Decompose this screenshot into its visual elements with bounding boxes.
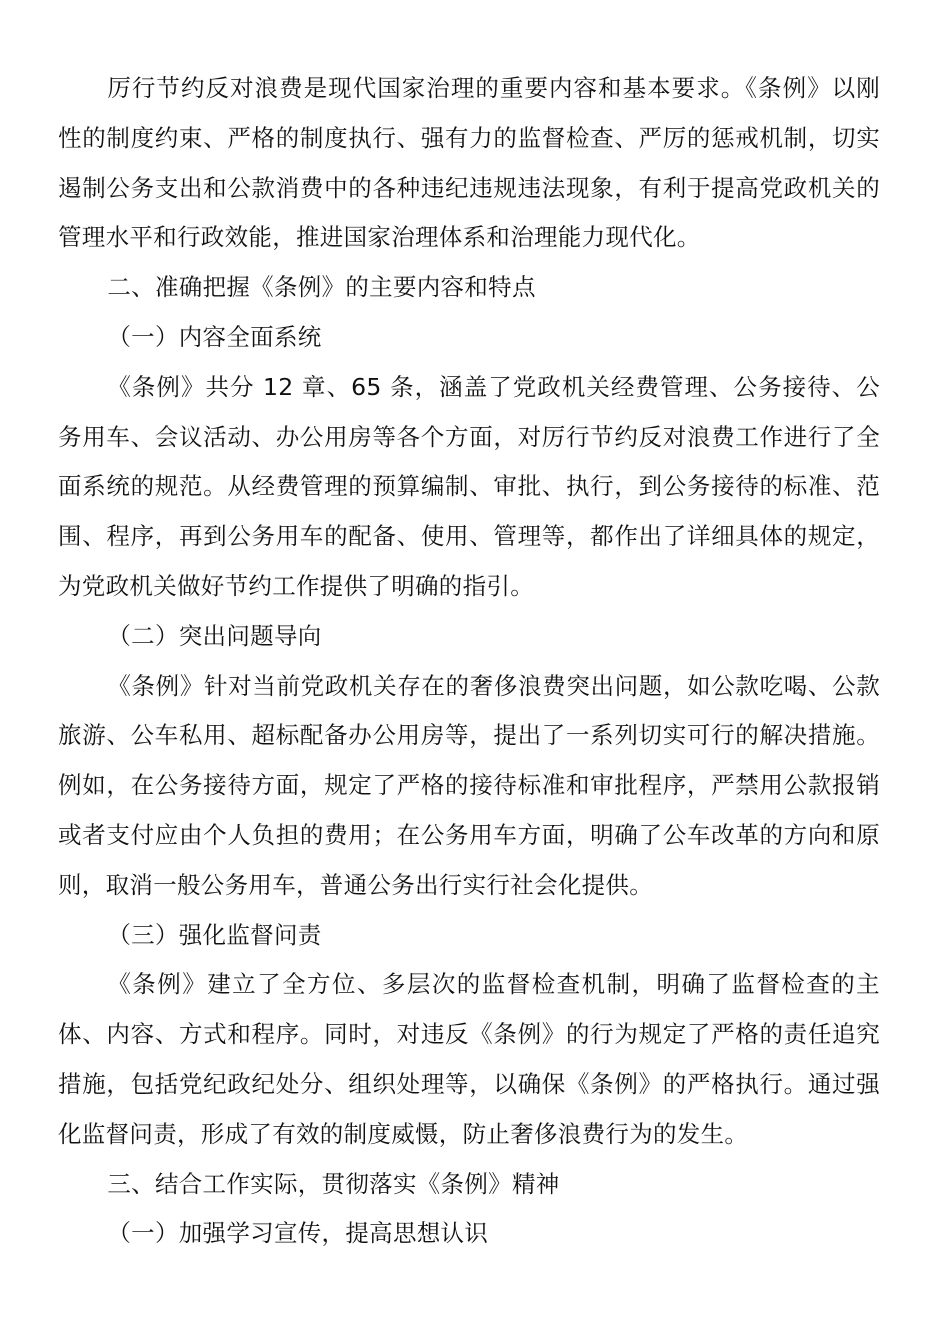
section-heading-2: 二、准确把握《条例》的主要内容和特点 <box>107 273 536 302</box>
paragraph-content-overview: 《条例》共分 12 章、65 条，涵盖了党政机关经费管理、公务接待、公务用车、会议活动、办公用房等各个方面，对厉行节约反对浪费工作进行了全面系统的规范。从经费管理的预算编制、审批、执行，到公务接待的标准、范围、程序，再到公务用车的配备、使用、管理等，都作出了详细具体的规定，为党政机关做好节约工作提供了明确的指引。 <box>58 372 880 600</box>
subheading-2-1: （一）内容全面系统 <box>107 322 322 351</box>
subheading-3-1: （一）加强学习宣传，提高思想认识 <box>107 1219 489 1248</box>
document-page <box>58 64 880 1259</box>
section-heading-3: 三、结合工作实际，贯彻落实《条例》精神 <box>107 1169 560 1198</box>
paragraph-problem-oriented: 《条例》针对当前党政机关存在的奢侈浪费突出问题，如公款吃喝、公款旅游、公车私用、超标配备办公用房等，提出了一系列切实可行的解决措施。例如，在公务接待方面，规定了严格的接待标准和审批程序，严禁用公款报销或者支付应由个人负担的费用；在公务用车方面，明确了公车改革的方向和原则，取消一般公务用车，普通公务出行实行社会化提供。 <box>58 671 880 899</box>
subheading-2-2: （二）突出问题导向 <box>107 621 322 650</box>
subheading-2-3: （三）强化监督问责 <box>107 920 322 949</box>
paragraph-significance: 厉行节约反对浪费是现代国家治理的重要内容和基本要求。《条例》以刚性的制度约束、严格的制度执行、强有力的监督检查、严厉的惩戒机制，切实遏制公务支出和公款消费中的各种违纪违规违法现象，有利于提高党政机关的管理水平和行政效能，推进国家治理体系和治理能力现代化。 <box>58 74 880 252</box>
paragraph-supervision: 《条例》建立了全方位、多层次的监督检查机制，明确了监督检查的主体、内容、方式和程序。同时，对违反《条例》的行为规定了严格的责任追究措施，包括党纪政纪处分、组织处理等，以确保《条例》的严格执行。通过强化监督问责，形成了有效的制度威慑，防止奢侈浪费行为的发生。 <box>58 970 880 1148</box>
